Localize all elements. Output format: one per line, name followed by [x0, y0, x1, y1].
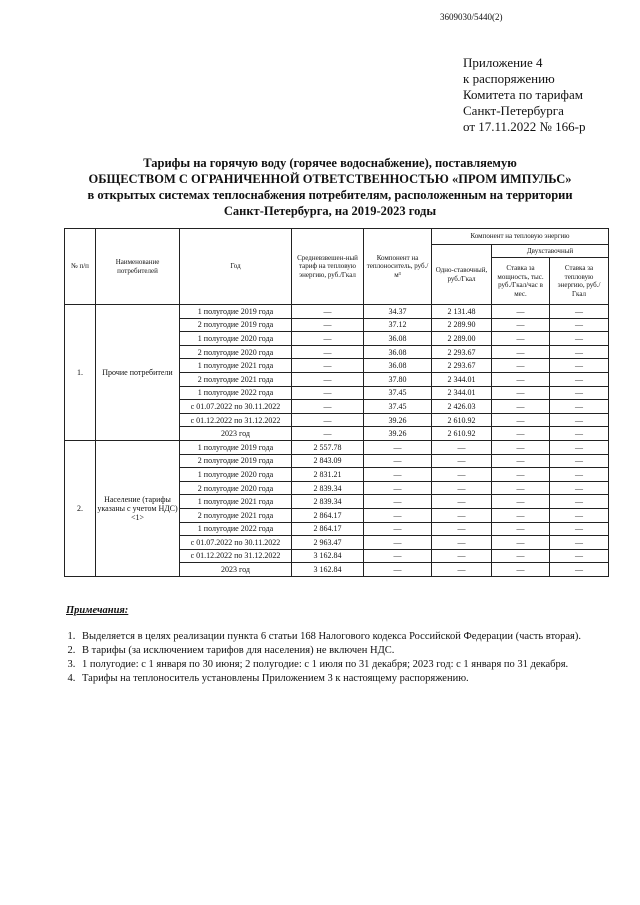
one-rate-cell: —	[432, 508, 492, 522]
header-consumer: Наименование потребителей	[96, 229, 180, 305]
capacity-cell: —	[492, 522, 550, 536]
period-cell: с 01.12.2022 по 31.12.2022	[180, 413, 292, 427]
carrier-cell: 36.08	[364, 345, 432, 359]
title-line: Тарифы на горячую воду (горячее водоснабжение), поставляемую	[143, 156, 517, 170]
capacity-cell: —	[492, 508, 550, 522]
capacity-cell: —	[492, 536, 550, 550]
avg-tariff-cell: —	[292, 318, 364, 332]
carrier-cell: 37.12	[364, 318, 432, 332]
table-row	[65, 305, 609, 319]
period-cell: 2 полугодие 2021 года	[180, 372, 292, 386]
avg-tariff-cell: —	[292, 359, 364, 373]
appendix-block	[463, 55, 586, 135]
capacity-cell: —	[492, 332, 550, 346]
appendix-line: от 17.11.2022 № 166-р	[463, 119, 586, 134]
carrier-cell: 37.45	[364, 400, 432, 414]
avg-tariff-cell: 2 864.17	[292, 508, 364, 522]
one-rate-cell: 2 426.03	[432, 400, 492, 414]
energy-rate-cell: —	[550, 345, 609, 359]
one-rate-cell: 2 131.48	[432, 305, 492, 319]
carrier-cell: —	[364, 468, 432, 482]
period-cell: 1 полугодие 2019 года	[180, 305, 292, 319]
avg-tariff-cell: 3 162.84	[292, 563, 364, 577]
period-cell: 2023 год	[180, 563, 292, 577]
avg-tariff-cell: 2 963.47	[292, 536, 364, 550]
energy-rate-cell: —	[550, 536, 609, 550]
avg-tariff-cell: —	[292, 400, 364, 414]
carrier-cell: —	[364, 508, 432, 522]
avg-tariff-cell: 2 839.34	[292, 481, 364, 495]
appendix-line: Комитета по тарифам	[463, 87, 583, 102]
notes-list	[66, 630, 581, 686]
avg-tariff-cell: —	[292, 413, 364, 427]
header-capacity: Ставка за мощность, тыс. руб./Гкал/час в мес.	[492, 258, 550, 305]
title-line: в открытых системах теплоснабжения потребителям, расположенным на территории	[87, 188, 573, 202]
one-rate-cell: —	[432, 522, 492, 536]
energy-rate-cell: —	[550, 454, 609, 468]
one-rate-cell: 2 344.01	[432, 386, 492, 400]
capacity-cell: —	[492, 413, 550, 427]
capacity-cell: —	[492, 427, 550, 441]
energy-rate-cell: —	[550, 549, 609, 563]
header-energy-group: Компонент на тепловую энергию	[432, 229, 609, 245]
period-cell: 1 полугодие 2019 года	[180, 440, 292, 454]
period-cell: 1 полугодие 2022 года	[180, 522, 292, 536]
appendix-line: Приложение 4	[463, 55, 543, 70]
one-rate-cell: 2 293.67	[432, 359, 492, 373]
one-rate-cell: 2 610.92	[432, 413, 492, 427]
carrier-cell: —	[364, 549, 432, 563]
avg-tariff-cell: 2 864.17	[292, 522, 364, 536]
period-cell: 2 полугодие 2021 года	[180, 508, 292, 522]
carrier-cell: —	[364, 481, 432, 495]
note-item: 3. 1 полугодие: с 1 января по 30 июня; 2 полугодие: с 1 июля по 31 декабря; 2023 год: с 1 января по 31 декабря.	[78, 658, 581, 672]
capacity-cell: —	[492, 372, 550, 386]
header-two-rate: Двухставочный	[492, 245, 609, 258]
avg-tariff-cell: —	[292, 345, 364, 359]
period-cell: с 01.07.2022 по 30.11.2022	[180, 400, 292, 414]
table-row	[65, 440, 609, 454]
capacity-cell: —	[492, 400, 550, 414]
energy-rate-cell: —	[550, 400, 609, 414]
one-rate-cell: 2 289.00	[432, 332, 492, 346]
carrier-cell: 39.26	[364, 427, 432, 441]
energy-rate-cell: —	[550, 495, 609, 509]
one-rate-cell: 2 289.90	[432, 318, 492, 332]
group-number: 1.	[65, 305, 96, 441]
carrier-cell: 37.80	[364, 372, 432, 386]
carrier-cell: 37.45	[364, 386, 432, 400]
energy-rate-cell: —	[550, 413, 609, 427]
note-item: 2. В тарифы (за исключением тарифов для населения) не включен НДС.	[78, 644, 581, 658]
period-cell: с 01.12.2022 по 31.12.2022	[180, 549, 292, 563]
avg-tariff-cell: —	[292, 372, 364, 386]
notes-title: Примечания:	[66, 605, 129, 616]
capacity-cell: —	[492, 318, 550, 332]
group-number: 2.	[65, 440, 96, 576]
avg-tariff-cell: 2 839.34	[292, 495, 364, 509]
one-rate-cell: —	[432, 563, 492, 577]
period-cell: с 01.07.2022 по 30.11.2022	[180, 536, 292, 550]
avg-tariff-cell: —	[292, 427, 364, 441]
capacity-cell: —	[492, 495, 550, 509]
header-year: Год	[180, 229, 292, 305]
energy-rate-cell: —	[550, 468, 609, 482]
capacity-cell: —	[492, 549, 550, 563]
one-rate-cell: 2 344.01	[432, 372, 492, 386]
carrier-cell: 36.08	[364, 332, 432, 346]
one-rate-cell: —	[432, 495, 492, 509]
header-carrier: Компонент на теплоноситель, руб./м³	[364, 229, 432, 305]
period-cell: 1 полугодие 2021 года	[180, 359, 292, 373]
capacity-cell: —	[492, 305, 550, 319]
capacity-cell: —	[492, 563, 550, 577]
period-cell: 1 полугодие 2020 года	[180, 332, 292, 346]
capacity-cell: —	[492, 386, 550, 400]
title-line: ОБЩЕСТВОМ С ОГРАНИЧЕННОЙ ОТВЕТСТВЕННОСТЬЮ «ПРОМ ИМПУЛЬС»	[88, 172, 572, 186]
title-line: Санкт-Петербурга, на 2019-2023 годы	[223, 204, 437, 218]
period-cell: 2 полугодие 2020 года	[180, 345, 292, 359]
carrier-cell: 34.37	[364, 305, 432, 319]
note-item: 4. Тарифы на теплоноситель установлены Приложением 3 к настоящему распоряжению.	[78, 672, 581, 686]
period-cell: 2 полугодие 2020 года	[180, 481, 292, 495]
carrier-cell: 39.26	[364, 413, 432, 427]
period-cell: 1 полугодие 2022 года	[180, 386, 292, 400]
carrier-cell: —	[364, 454, 432, 468]
header-num: № п/п	[65, 229, 96, 305]
avg-tariff-cell: —	[292, 386, 364, 400]
consumer-category: Прочие потребители	[96, 305, 180, 441]
period-cell: 2 полугодие 2019 года	[180, 454, 292, 468]
carrier-cell: —	[364, 522, 432, 536]
appendix-line: Санкт-Петербурга	[463, 103, 564, 118]
energy-rate-cell: —	[550, 508, 609, 522]
period-cell: 1 полугодие 2020 года	[180, 468, 292, 482]
one-rate-cell: —	[432, 536, 492, 550]
energy-rate-cell: —	[550, 318, 609, 332]
avg-tariff-cell: 2 557.78	[292, 440, 364, 454]
tariff-table-body	[65, 305, 609, 577]
header-avg-tariff: Средневзвешен-ный тариф на тепловую энергию, руб./Гкал	[292, 229, 364, 305]
one-rate-cell: —	[432, 481, 492, 495]
capacity-cell: —	[492, 345, 550, 359]
avg-tariff-cell: 2 843.09	[292, 454, 364, 468]
energy-rate-cell: —	[550, 386, 609, 400]
document-title	[60, 155, 600, 219]
appendix-line: к распоряжению	[463, 71, 555, 86]
capacity-cell: —	[492, 359, 550, 373]
energy-rate-cell: —	[550, 563, 609, 577]
avg-tariff-cell: —	[292, 332, 364, 346]
carrier-cell: —	[364, 536, 432, 550]
energy-rate-cell: —	[550, 481, 609, 495]
carrier-cell: —	[364, 440, 432, 454]
energy-rate-cell: —	[550, 440, 609, 454]
capacity-cell: —	[492, 481, 550, 495]
avg-tariff-cell: 3 162.84	[292, 549, 364, 563]
note-item: 1. Выделяется в целях реализации пункта 6 статьи 168 Налогового кодекса Российской Федерации (часть вторая).	[78, 630, 581, 644]
avg-tariff-cell: 2 831.21	[292, 468, 364, 482]
one-rate-cell: 2 610.92	[432, 427, 492, 441]
carrier-cell: —	[364, 495, 432, 509]
capacity-cell: —	[492, 468, 550, 482]
carrier-cell: —	[364, 563, 432, 577]
period-cell: 2023 год	[180, 427, 292, 441]
document-number: 3609030/5440(2)	[440, 12, 503, 22]
energy-rate-cell: —	[550, 372, 609, 386]
one-rate-cell: —	[432, 468, 492, 482]
carrier-cell: 36.08	[364, 359, 432, 373]
avg-tariff-cell: —	[292, 305, 364, 319]
notes-section	[66, 605, 581, 686]
one-rate-cell: —	[432, 454, 492, 468]
energy-rate-cell: —	[550, 305, 609, 319]
consumer-category: Население (тарифы указаны с учетом НДС) <1>	[96, 440, 180, 576]
header-one-rate: Одно-ставочный, руб./Гкал	[432, 245, 492, 305]
energy-rate-cell: —	[550, 522, 609, 536]
tariff-table	[64, 228, 609, 577]
energy-rate-cell: —	[550, 359, 609, 373]
energy-rate-cell: —	[550, 332, 609, 346]
one-rate-cell: —	[432, 440, 492, 454]
header-energy: Ставка за тепловую энергию, руб./Гкал	[550, 258, 609, 305]
capacity-cell: —	[492, 454, 550, 468]
one-rate-cell: 2 293.67	[432, 345, 492, 359]
capacity-cell: —	[492, 440, 550, 454]
period-cell: 1 полугодие 2021 года	[180, 495, 292, 509]
energy-rate-cell: —	[550, 427, 609, 441]
period-cell: 2 полугодие 2019 года	[180, 318, 292, 332]
one-rate-cell: —	[432, 549, 492, 563]
